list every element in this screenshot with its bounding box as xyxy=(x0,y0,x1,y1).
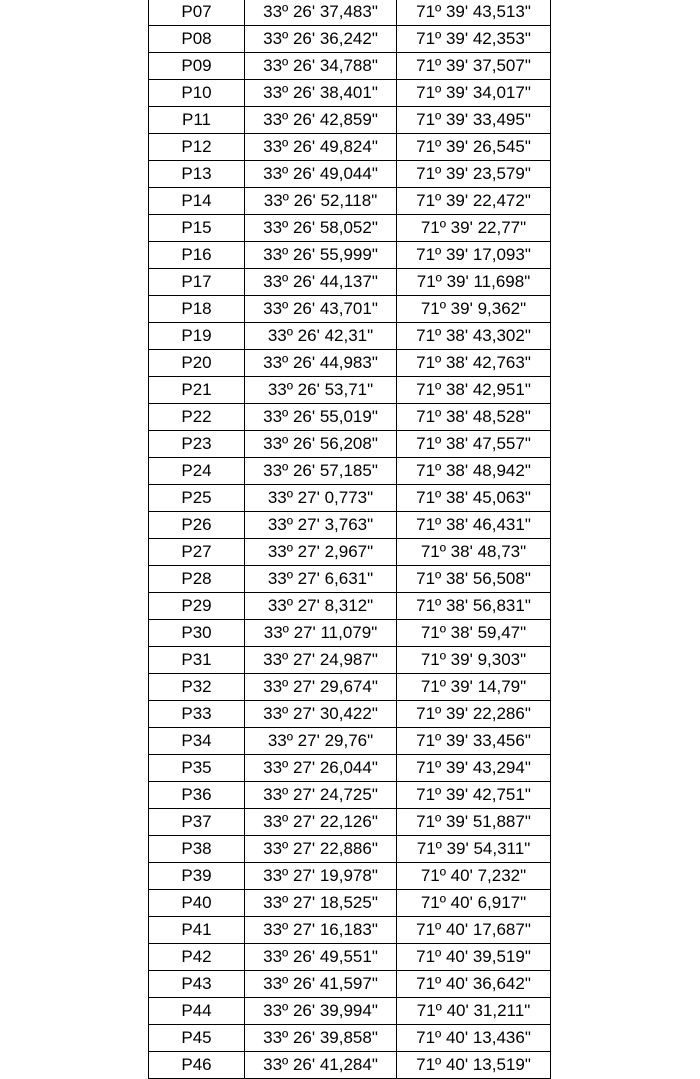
latitude-cell: 33º 26' 44,983" xyxy=(245,350,397,377)
longitude-cell: 71º 40' 13,519" xyxy=(397,1052,551,1079)
table-row xyxy=(149,647,551,674)
point-id-cell: P08 xyxy=(149,26,245,53)
table-row xyxy=(149,971,551,998)
table-row xyxy=(149,917,551,944)
longitude-cell: 71º 39' 54,311" xyxy=(397,836,551,863)
longitude-cell: 71º 40' 13,436" xyxy=(397,1025,551,1052)
longitude-cell: 71º 39' 42,353" xyxy=(397,26,551,53)
table-row xyxy=(149,944,551,971)
longitude-cell: 71º 39' 22,472" xyxy=(397,188,551,215)
table-row xyxy=(149,755,551,782)
longitude-cell: 71º 38' 56,508" xyxy=(397,566,551,593)
table-row xyxy=(149,809,551,836)
latitude-cell: 33º 27' 26,044" xyxy=(245,755,397,782)
longitude-cell: 71º 39' 14,79" xyxy=(397,674,551,701)
longitude-cell: 71º 38' 48,528" xyxy=(397,404,551,431)
table-row xyxy=(149,782,551,809)
latitude-cell: 33º 27' 0,773" xyxy=(245,485,397,512)
point-id-cell: P41 xyxy=(149,917,245,944)
point-id-cell: P31 xyxy=(149,647,245,674)
longitude-cell: 71º 38' 45,063" xyxy=(397,485,551,512)
latitude-cell: 33º 27' 6,631" xyxy=(245,566,397,593)
table-row xyxy=(149,674,551,701)
point-id-cell: P25 xyxy=(149,485,245,512)
longitude-cell: 71º 39' 17,093" xyxy=(397,242,551,269)
longitude-cell: 71º 39' 9,303" xyxy=(397,647,551,674)
table-row xyxy=(149,323,551,350)
longitude-cell: 71º 40' 7,232" xyxy=(397,863,551,890)
longitude-cell: 71º 38' 56,831" xyxy=(397,593,551,620)
point-id-cell: P07 xyxy=(149,0,245,26)
longitude-cell: 71º 39' 11,698" xyxy=(397,269,551,296)
table-row xyxy=(149,863,551,890)
table-row xyxy=(149,701,551,728)
latitude-cell: 33º 27' 22,886" xyxy=(245,836,397,863)
latitude-cell: 33º 26' 49,551" xyxy=(245,944,397,971)
table-row xyxy=(149,404,551,431)
point-id-cell: P15 xyxy=(149,215,245,242)
longitude-cell: 71º 39' 42,751" xyxy=(397,782,551,809)
point-id-cell: P19 xyxy=(149,323,245,350)
table-row xyxy=(149,836,551,863)
point-id-cell: P10 xyxy=(149,80,245,107)
point-id-cell: P27 xyxy=(149,539,245,566)
longitude-cell: 71º 39' 33,456" xyxy=(397,728,551,755)
table-row xyxy=(149,377,551,404)
point-id-cell: P46 xyxy=(149,1052,245,1079)
latitude-cell: 33º 26' 49,824" xyxy=(245,134,397,161)
table-row xyxy=(149,890,551,917)
table-row xyxy=(149,215,551,242)
point-id-cell: P39 xyxy=(149,863,245,890)
table-row xyxy=(149,161,551,188)
point-id-cell: P35 xyxy=(149,755,245,782)
point-id-cell: P11 xyxy=(149,107,245,134)
latitude-cell: 33º 26' 36,242" xyxy=(245,26,397,53)
table-row xyxy=(149,80,551,107)
latitude-cell: 33º 26' 55,019" xyxy=(245,404,397,431)
longitude-cell: 71º 38' 48,942" xyxy=(397,458,551,485)
latitude-cell: 33º 26' 53,71" xyxy=(245,377,397,404)
point-id-cell: P42 xyxy=(149,944,245,971)
point-id-cell: P21 xyxy=(149,377,245,404)
longitude-cell: 71º 39' 43,294" xyxy=(397,755,551,782)
point-id-cell: P40 xyxy=(149,890,245,917)
point-id-cell: P38 xyxy=(149,836,245,863)
latitude-cell: 33º 26' 42,859" xyxy=(245,107,397,134)
latitude-cell: 33º 26' 37,483" xyxy=(245,0,397,26)
point-id-cell: P26 xyxy=(149,512,245,539)
point-id-cell: P13 xyxy=(149,161,245,188)
latitude-cell: 33º 27' 24,987" xyxy=(245,647,397,674)
latitude-cell: 33º 26' 39,994" xyxy=(245,998,397,1025)
table-row xyxy=(149,296,551,323)
table-row xyxy=(149,566,551,593)
latitude-cell: 33º 26' 52,118" xyxy=(245,188,397,215)
table-row xyxy=(149,1052,551,1079)
point-id-cell: P43 xyxy=(149,971,245,998)
latitude-cell: 33º 26' 44,137" xyxy=(245,269,397,296)
latitude-cell: 33º 27' 29,76" xyxy=(245,728,397,755)
latitude-cell: 33º 26' 49,044" xyxy=(245,161,397,188)
longitude-cell: 71º 39' 22,77" xyxy=(397,215,551,242)
latitude-cell: 33º 27' 8,312" xyxy=(245,593,397,620)
longitude-cell: 71º 39' 51,887" xyxy=(397,809,551,836)
point-id-cell: P23 xyxy=(149,431,245,458)
table-row xyxy=(149,998,551,1025)
table-row xyxy=(149,431,551,458)
coordinates-table xyxy=(148,0,551,1079)
point-id-cell: P28 xyxy=(149,566,245,593)
latitude-cell: 33º 27' 24,725" xyxy=(245,782,397,809)
latitude-cell: 33º 26' 34,788" xyxy=(245,53,397,80)
longitude-cell: 71º 39' 26,545" xyxy=(397,134,551,161)
longitude-cell: 71º 40' 36,642" xyxy=(397,971,551,998)
longitude-cell: 71º 39' 23,579" xyxy=(397,161,551,188)
latitude-cell: 33º 27' 3,763" xyxy=(245,512,397,539)
table-row xyxy=(149,0,551,26)
table-row xyxy=(149,350,551,377)
point-id-cell: P33 xyxy=(149,701,245,728)
longitude-cell: 71º 38' 47,557" xyxy=(397,431,551,458)
longitude-cell: 71º 38' 59,47" xyxy=(397,620,551,647)
table-row xyxy=(149,593,551,620)
table-row xyxy=(149,620,551,647)
point-id-cell: P45 xyxy=(149,1025,245,1052)
coordinates-table-body xyxy=(149,0,551,1079)
point-id-cell: P36 xyxy=(149,782,245,809)
longitude-cell: 71º 38' 42,763" xyxy=(397,350,551,377)
latitude-cell: 33º 26' 57,185" xyxy=(245,458,397,485)
latitude-cell: 33º 27' 11,079" xyxy=(245,620,397,647)
longitude-cell: 71º 38' 43,302" xyxy=(397,323,551,350)
latitude-cell: 33º 26' 42,31" xyxy=(245,323,397,350)
point-id-cell: P34 xyxy=(149,728,245,755)
point-id-cell: P29 xyxy=(149,593,245,620)
latitude-cell: 33º 26' 43,701" xyxy=(245,296,397,323)
latitude-cell: 33º 27' 29,674" xyxy=(245,674,397,701)
latitude-cell: 33º 27' 18,525" xyxy=(245,890,397,917)
longitude-cell: 71º 38' 46,431" xyxy=(397,512,551,539)
table-row xyxy=(149,485,551,512)
point-id-cell: P30 xyxy=(149,620,245,647)
point-id-cell: P09 xyxy=(149,53,245,80)
table-row xyxy=(149,188,551,215)
longitude-cell: 71º 40' 31,211" xyxy=(397,998,551,1025)
point-id-cell: P18 xyxy=(149,296,245,323)
table-row xyxy=(149,26,551,53)
longitude-cell: 71º 39' 9,362" xyxy=(397,296,551,323)
longitude-cell: 71º 39' 22,286" xyxy=(397,701,551,728)
latitude-cell: 33º 27' 19,978" xyxy=(245,863,397,890)
point-id-cell: P17 xyxy=(149,269,245,296)
point-id-cell: P12 xyxy=(149,134,245,161)
latitude-cell: 33º 26' 56,208" xyxy=(245,431,397,458)
latitude-cell: 33º 27' 22,126" xyxy=(245,809,397,836)
longitude-cell: 71º 38' 48,73" xyxy=(397,539,551,566)
table-row xyxy=(149,512,551,539)
longitude-cell: 71º 39' 37,507" xyxy=(397,53,551,80)
point-id-cell: P24 xyxy=(149,458,245,485)
longitude-cell: 71º 39' 34,017" xyxy=(397,80,551,107)
latitude-cell: 33º 26' 41,597" xyxy=(245,971,397,998)
latitude-cell: 33º 26' 38,401" xyxy=(245,80,397,107)
latitude-cell: 33º 27' 16,183" xyxy=(245,917,397,944)
table-row xyxy=(149,53,551,80)
point-id-cell: P20 xyxy=(149,350,245,377)
longitude-cell: 71º 40' 39,519" xyxy=(397,944,551,971)
table-row xyxy=(149,539,551,566)
point-id-cell: P37 xyxy=(149,809,245,836)
longitude-cell: 71º 40' 17,687" xyxy=(397,917,551,944)
table-row xyxy=(149,107,551,134)
latitude-cell: 33º 26' 55,999" xyxy=(245,242,397,269)
point-id-cell: P32 xyxy=(149,674,245,701)
latitude-cell: 33º 27' 2,967" xyxy=(245,539,397,566)
table-row xyxy=(149,269,551,296)
longitude-cell: 71º 39' 33,495" xyxy=(397,107,551,134)
point-id-cell: P14 xyxy=(149,188,245,215)
longitude-cell: 71º 38' 42,951" xyxy=(397,377,551,404)
latitude-cell: 33º 26' 58,052" xyxy=(245,215,397,242)
latitude-cell: 33º 26' 41,284" xyxy=(245,1052,397,1079)
point-id-cell: P22 xyxy=(149,404,245,431)
table-row xyxy=(149,1025,551,1052)
table-row xyxy=(149,728,551,755)
point-id-cell: P16 xyxy=(149,242,245,269)
longitude-cell: 71º 40' 6,917" xyxy=(397,890,551,917)
longitude-cell: 71º 39' 43,513" xyxy=(397,0,551,26)
table-row xyxy=(149,242,551,269)
table-row xyxy=(149,134,551,161)
latitude-cell: 33º 27' 30,422" xyxy=(245,701,397,728)
latitude-cell: 33º 26' 39,858" xyxy=(245,1025,397,1052)
table-row xyxy=(149,458,551,485)
point-id-cell: P44 xyxy=(149,998,245,1025)
